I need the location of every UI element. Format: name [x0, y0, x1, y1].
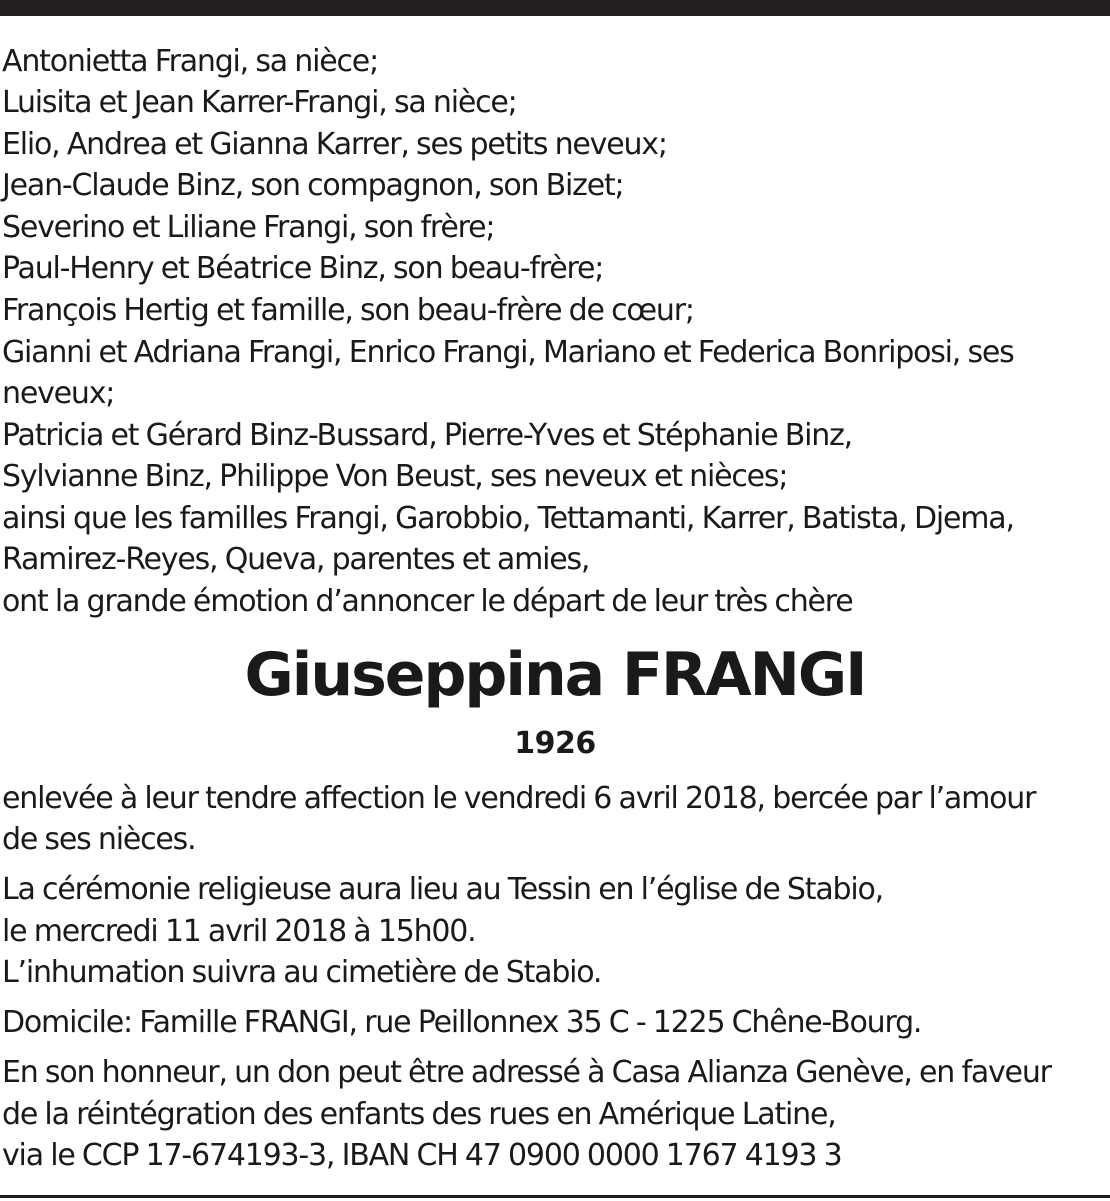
announcement-line: Luisita et Jean Karrer-Frangi, sa nièce; — [2, 85, 517, 120]
announcement-line: ainsi que les familles Frangi, Garobbio, Tettamanti, Karrer, Batista, Djema, — [2, 501, 1014, 536]
details-line: de la réintégration des enfants des rues en Amérique Latine, — [2, 1097, 836, 1132]
announcement-line: Sylvianne Binz, Philippe Von Beust, ses neveux et nièces; — [2, 459, 788, 494]
announcement-line: Ramirez-Reyes, Queva, parentes et amies, — [2, 542, 590, 577]
announcement-line: Antonietta Frangi, sa nièce; — [2, 44, 378, 79]
details-line: La cérémonie religieuse aura lieu au Tessin en l’église de Stabio, — [2, 872, 883, 907]
details-line: de ses nièces. — [2, 822, 196, 857]
announcement-line: Jean-Claude Binz, son compagnon, son Bizet; — [2, 168, 624, 203]
top-rule — [0, 0, 1110, 16]
announcement-line: Severino et Liliane Frangi, son frère; — [2, 210, 495, 245]
details-line: via le CCP 17-674193-3, IBAN CH 47 0900 0000 1767 4193 3 — [2, 1138, 842, 1173]
details-line: L’inhumation suivra au cimetière de Stabio. — [2, 955, 602, 990]
details-line: le mercredi 11 avril 2018 à 15h00. — [2, 914, 476, 949]
details-line: enlevée à leur tendre affection le vendredi 6 avril 2018, bercée par l’amour — [2, 781, 1036, 816]
details-line: Domicile: Famille FRANGI, rue Peillonnex 35 C - 1225 Chêne-Bourg. — [2, 1005, 922, 1040]
bottom-rule — [0, 1195, 1110, 1198]
announcement-line: Patricia et Gérard Binz-Bussard, Pierre-Yves et Stéphanie Binz, — [2, 418, 853, 453]
announcement-line: Elio, Andrea et Gianna Karrer, ses petits neveux; — [2, 127, 667, 162]
deceased-year: 1926 — [514, 726, 596, 761]
announcement-line: Gianni et Adriana Frangi, Enrico Frangi, Mariano et Federica Bonriposi, ses — [2, 335, 1014, 370]
deceased-name: Giuseppina FRANGI — [244, 640, 866, 710]
announcement-line: neveux; — [2, 376, 115, 411]
announcement-line: ont la grande émotion d’annoncer le départ de leur très chère — [2, 584, 853, 619]
announcement-line: François Hertig et famille, son beau-frère de cœur; — [2, 293, 694, 328]
announcement-line: Paul-Henry et Béatrice Binz, son beau-frère; — [2, 251, 604, 286]
details-line: En son honneur, un don peut être adressé à Casa Alianza Genève, en faveur — [2, 1055, 1051, 1090]
